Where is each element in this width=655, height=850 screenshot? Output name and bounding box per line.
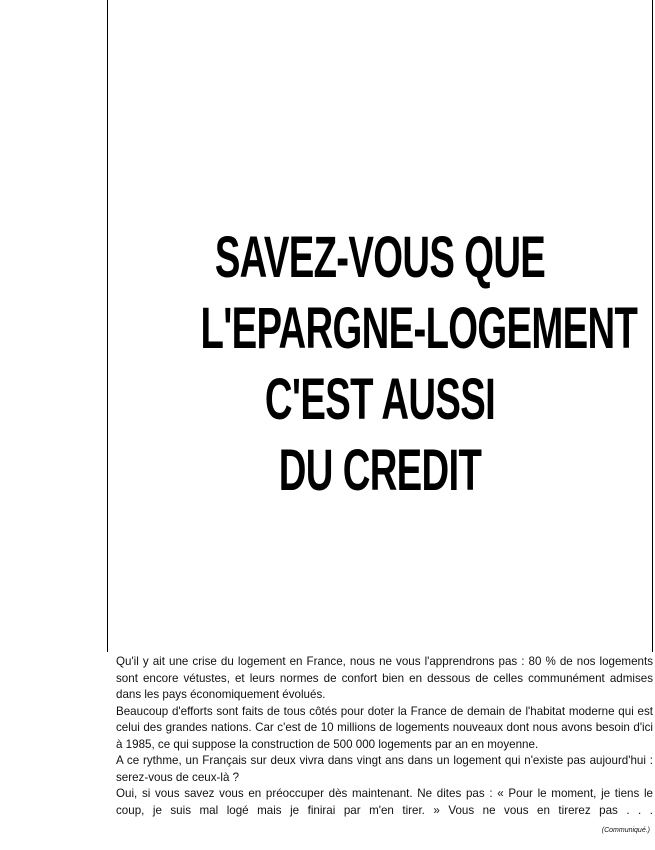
communique-signature: (Communiqué.) [601,827,650,834]
body-paragraph: Qu'il y ait une crise du logement en France, nous ne vous l'apprendrons pas : 80 % de nos logements sont encore vétustes, et leurs normes de confort bien en dessous de celles communément admises dans les pays économiquement évolués. [116,655,653,701]
headline-line-1: SAVEZ-VOUS QUE [214,225,546,290]
body-paragraph: A ce rythme, un Français sur deux vivra dans vingt ans dans un logement qui n'existe pas aujourd'hui : serez-vous de ceux-là ? [116,754,653,784]
body-copy [116,654,653,819]
headline-line-4: DU CREDIT [278,438,482,503]
body-paragraph: Beaucoup d'efforts sont faits de tous côtés pour doter la France de demain de l'habitat moderne qui est celui des grandes nations. Car c'est de 10 millions de logements nouveaux dont nous avons besoin d'ici à 1985, ce qui suppose la construction de 500 000 logements par an en moyenne. [116,704,653,751]
headline-line-3: C'EST AUSSI [264,367,496,432]
headline-line-2: L'EPARGNE-LOGEMENT [200,296,638,361]
body-paragraph: Oui, si vous savez vous en préoccuper dès maintenant. Ne dites pas : « Pour le moment, je tiens le coup, je suis mal logé mais je finirai par m'en tirer. » Vous ne vous en tirerez pas . . . [116,787,653,817]
headline [108,222,652,506]
frame-right-rule [652,0,653,652]
